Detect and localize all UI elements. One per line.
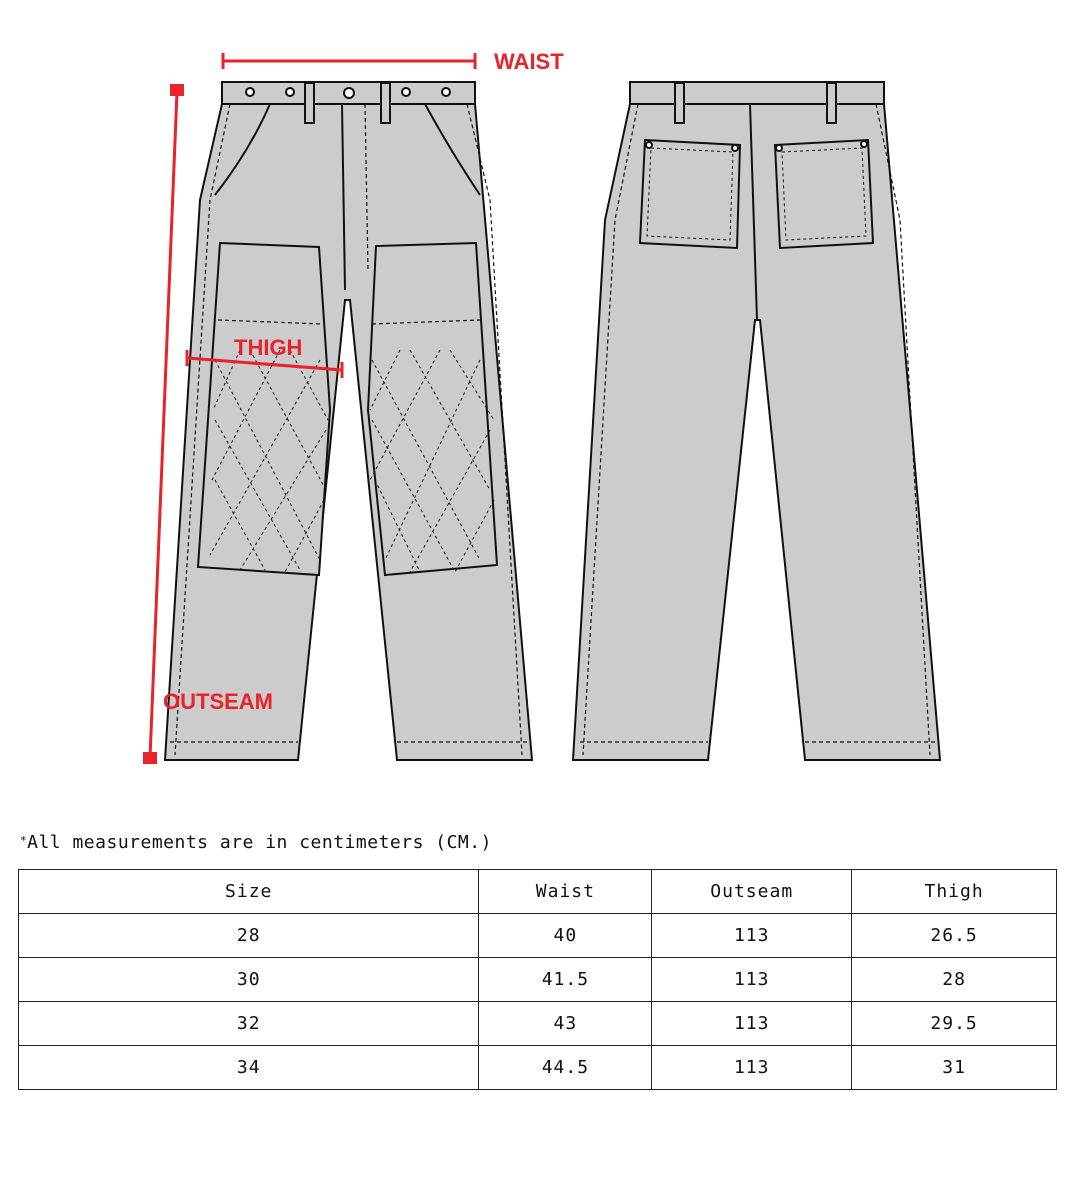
thigh-label: THIGH [234, 335, 303, 360]
right-back-pocket [775, 140, 873, 248]
header-size: Size [19, 870, 479, 914]
asterisk: * [20, 834, 28, 847]
outseam-label: OUTSEAM [163, 689, 273, 714]
back-view-pants [573, 82, 940, 760]
cell-size: 30 [19, 958, 479, 1002]
size-chart-table [18, 869, 1057, 1090]
left-knee-patch [198, 243, 330, 575]
cell-size: 32 [19, 1002, 479, 1046]
right-knee-patch [368, 243, 497, 575]
units-note [20, 832, 492, 853]
cell-size: 28 [19, 914, 479, 958]
cell-outseam: 113 [652, 914, 852, 958]
table-row [19, 1046, 1057, 1090]
header-waist: Waist [479, 870, 652, 914]
units-note-text: All measurements are in centimeters (CM.) [27, 832, 492, 853]
cell-outseam: 113 [652, 1002, 852, 1046]
cell-size: 34 [19, 1046, 479, 1090]
header-thigh: Thigh [852, 870, 1057, 914]
table-row [19, 1002, 1057, 1046]
left-back-pocket [640, 140, 740, 248]
cell-waist: 44.5 [479, 1046, 652, 1090]
waist-label: WAIST [494, 49, 564, 74]
cell-thigh: 26.5 [852, 914, 1057, 958]
cell-thigh: 28 [852, 958, 1057, 1002]
table-header-row [19, 870, 1057, 914]
cell-thigh: 29.5 [852, 1002, 1057, 1046]
cell-thigh: 31 [852, 1046, 1057, 1090]
front-view-pants [165, 82, 532, 760]
cell-waist: 41.5 [479, 958, 652, 1002]
table-row [19, 914, 1057, 958]
cell-outseam: 113 [652, 958, 852, 1002]
header-outseam: Outseam [652, 870, 852, 914]
cell-waist: 43 [479, 1002, 652, 1046]
cell-waist: 40 [479, 914, 652, 958]
table-row [19, 958, 1057, 1002]
cell-outseam: 113 [652, 1046, 852, 1090]
